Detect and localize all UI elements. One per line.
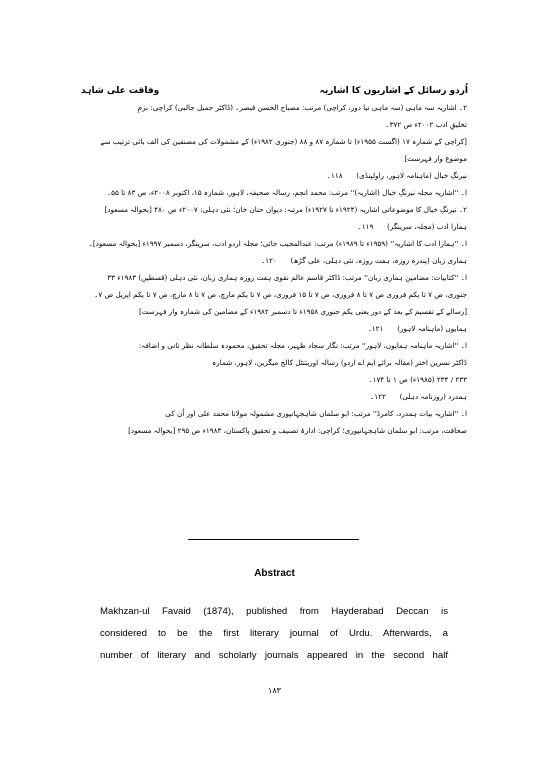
page-number: ۱۸۳ xyxy=(268,686,281,695)
running-header-title: اُردو رسائل کے اشاریوں کا اشاریہ xyxy=(319,86,468,96)
entry-number: ۱۲۲۔ xyxy=(370,392,386,401)
entry-line: ا۔ ''ہمارا ادب کا اشاریہ'' (۱۹۵۹ء تا ۱۹۸۹ء) مرتب: عبدالمجیب جائی؛ مجلہ اردو ادب، سرینگر، دسمبر ۱۹۹۷ء [بحوالہ مسعود]۔ xyxy=(88,239,467,248)
abstract-line: Makhzan-ul Favaid (1874), published from Hayderabad Deccan is xyxy=(100,606,448,617)
entry-line: [رسالے کے تقسیم کے بعد کے دور یعنی یکم جنوری ۱۹۵۸ء تا دسمبر ۱۹۸۲ء کے مضامین کی شمارہ وار فہرست] xyxy=(138,307,467,316)
entry-heading: ہماری زبان (پندرہ روزہ، ہفت روزہ، نئی دہلی، علی گڑھ) ۱۲۰۔ xyxy=(260,256,467,265)
entry-line: جنوری، ص ۷ تا یکم فروری ص ۷ تا ۸ فروری، ص ۷ تا ۱۵ فروری، ص ۷ تا یکم مارچ، ص ۷ تا ۸ مارچ، ص ۷ تا یکم اپریل ص ۷۔ xyxy=(94,290,467,299)
entry-line: ۲۔ اشاریہ سہ ماہی (سہ ماہی نیا دور، کراچی) مرتب: مصباح الحسن قیصر۔ (ڈاکٹر جمیل جالبی) کراچی: بزمِ xyxy=(137,103,467,112)
entry-line: ۲۳۳ / ۲۳۴ (۱۹۸۵ء) ص ۱ تا ۱۷۴۔ xyxy=(368,375,467,384)
entry-line: ۲۔ نیرنگِ خیال کا موضوعاتی اشاریہ (۱۹۲۴ء تا ۱۹۲۷ء) مرتبہ: دیوان حنان خان؛ نئی دہلی: ۲۰۰۷ء ص ۴۸۰ [بحوالہ مسعود] xyxy=(104,205,467,214)
entry-line: ا۔ ''کتابیات: مضامین ہماری زبان'' مرتب: ڈاکٹر قاسم عالم نقوی ہفت روزہ ہماری زبان، نئی دہلی (قسطیں) ۱۹۸۳ء ۳۳ xyxy=(107,273,467,282)
entry-number: ۱۲۱۔ xyxy=(367,324,384,333)
entry-heading: ہمایوں (ماہنامہ لاہور) ۱۲۱۔ xyxy=(367,324,467,333)
abstract-heading: Abstract xyxy=(254,568,295,579)
entry-number: ۱۲۰۔ xyxy=(260,256,277,265)
entry-line: ا۔ ''اشاریہ بیات ہمدرد، کامرڈ'' مرتب: ابو سلمان شاہجہانپوری مشمولہ مولانا محمد علی اور اُن کی xyxy=(165,409,467,418)
abstract-body xyxy=(100,601,448,667)
running-header-author: وفاقت علی شاہد xyxy=(81,86,160,96)
entry-heading: نیرنگِ خیال (ماہنامہ لاہور، راولپنڈی) ۱۱۸۔ xyxy=(326,171,467,180)
entry-number: ۱۱۹۔ xyxy=(357,222,374,231)
entry-number: ۱۱۸۔ xyxy=(326,171,343,180)
abstract-line: number of literary and scholarly journals appeared in the second half xyxy=(100,650,448,661)
entry-line: صحافت، مرتب: ابو سلمان شاہجہانپوری؛ کراچی: ادارۂ تصنیف و تحقیق پاکستان، ۱۹۸۳ء ص ۲۹۵ [بحوالہ مسعود] xyxy=(128,426,467,435)
entry-line: ا۔ ''اشاریہ مجلہ نیرنگِ خیال (اشاریہ)'' مرتب: محمد انجم، رسالہ صحیفہ، لاہور، شمارہ ۱۵، اکتوبر ۲۰۰۸ء، ص ۸۳ تا ۵۵۔ xyxy=(106,188,467,197)
entry-heading: ہمدرد (روزنامہ دہلی) ۱۲۲۔ xyxy=(370,392,467,401)
section-divider xyxy=(188,539,359,540)
entry-heading: ہمارا ادب (مجلہ، سرینگر) ۱۱۹۔ xyxy=(357,222,467,231)
abstract-line: considered to be the first literary journal of Urdu. Afterwards, a xyxy=(100,628,448,639)
entry-line: موضوع وار فہرست] xyxy=(404,154,467,163)
entry-line: تخلیقِ ادب ۲۰۰۲ء ص ۳۷۲۔ xyxy=(385,120,467,129)
entry-line: ڈاکٹر نسرین اختر (مقالہ برائے ایم اے اردو) رسالہ اوریئنٹل کالج میگزین، لاہور، شمارہ xyxy=(212,358,467,367)
entry-line: [کراچی کے شمارہ ۱۷ (اگست ۱۹۵۵ء) تا شمارہ ۸۷ و ۸۸ (جنوری ۱۹۸۲ء) کے مشمولات کی مصنفین کی الف بائی ترتیب سے xyxy=(100,137,467,146)
entry-line: ا۔ ''اشاریہ ماہنامہ ہمایوں، لاہور'' مرتب: نگار سجاد ظہیر، مجلہ تحقیق، محمودہ سلطانہ نظر ثانی و اضافہ: xyxy=(138,341,467,350)
